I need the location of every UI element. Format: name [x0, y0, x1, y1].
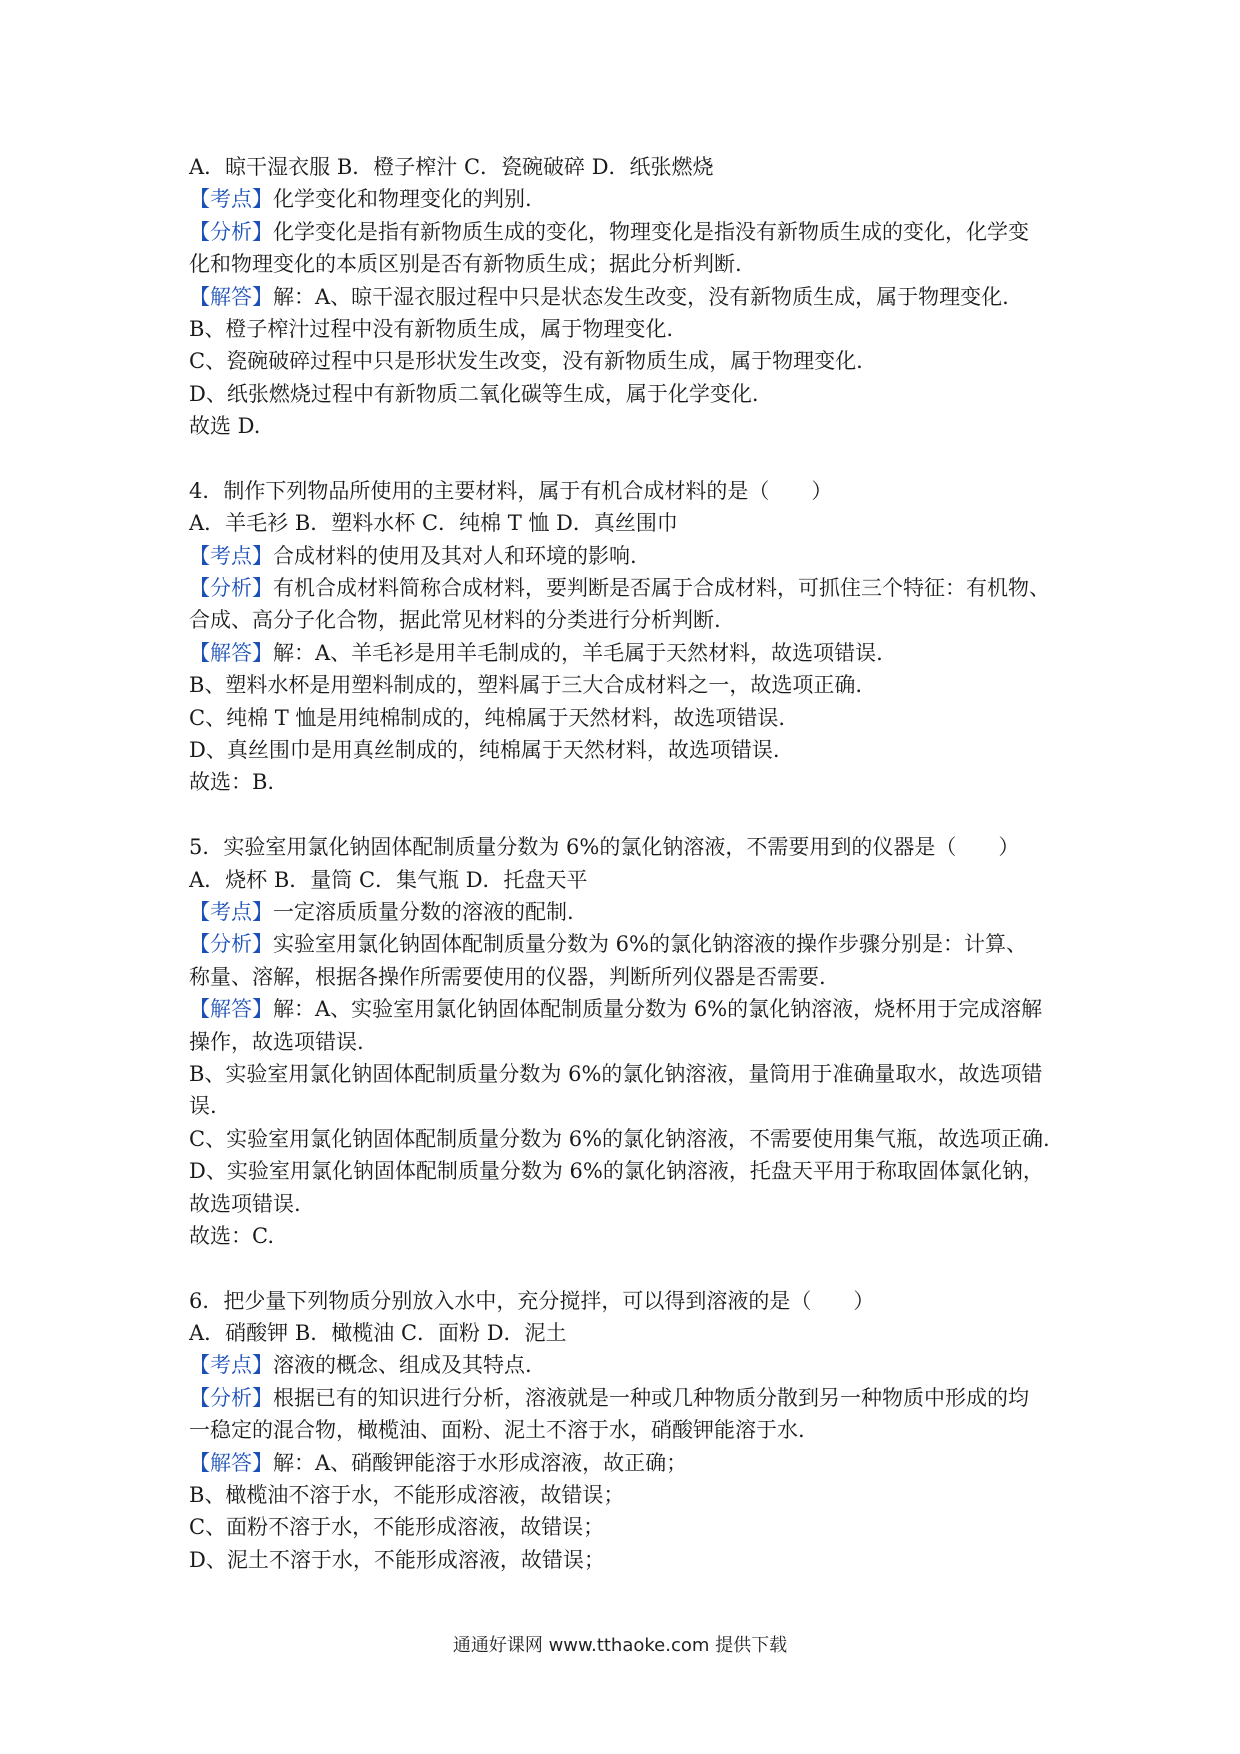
q6-question: 6．把少量下列物质分别放入水中，充分搅拌，可以得到溶液的是（ ）: [189, 1288, 875, 1313]
fenxi-tag: 【分析】: [189, 576, 273, 601]
q4-jieda: [189, 637, 1069, 669]
jieda-tag: 【解答】: [189, 640, 273, 665]
q6-fenxi: [189, 1382, 1069, 1414]
q6-jieda: [189, 1447, 1069, 1479]
q4-jieda-c: C、纯棉 T 恤是用纯棉制成的，纯棉属于天然材料，故选项错误.: [189, 705, 786, 730]
fenxi-tag: 【分析】: [189, 1385, 273, 1410]
q4-kaodian: [189, 540, 1069, 572]
q5-jieda-a-cont: 操作，故选项错误.: [189, 1029, 364, 1054]
q6-fenxi-cont: 一稳定的混合物，橄榄油、面粉、泥土不溶于水，硝酸钾能溶于水.: [189, 1418, 805, 1443]
q4-options: A．羊毛衫 B．塑料水杯 C．纯棉 T 恤 D．真丝围巾: [189, 511, 678, 536]
q5-jieda-d-cont: 故选项错误.: [189, 1191, 301, 1216]
fenxi-tag: 【分析】: [189, 219, 273, 244]
q3-fenxi: [189, 216, 1069, 248]
q3-jieda-b: B、橙子榨汁过程中没有新物质生成，属于物理变化.: [189, 316, 674, 341]
q3-answer: 故选 D.: [189, 414, 261, 439]
q6-fenxi-text: 根据已有的知识进行分析，溶液就是一种或几种物质分散到另一种物质中形成的均: [273, 1385, 1029, 1410]
q4-jieda-text: 解：A、羊毛衫是用羊毛制成的，羊毛属于天然材料，故选项错误.: [273, 640, 883, 665]
q5-question: 5．实验室用氯化钠固体配制质量分数为 6%的氯化钠溶液，不需要用到的仪器是（ ）: [189, 835, 1020, 860]
q5-fenxi-cont: 称量、溶解，根据各操作所需要使用的仪器，判断所列仪器是否需要.: [189, 964, 826, 989]
q3-kaodian: [189, 183, 1069, 215]
q6-kaodian-text: 溶液的概念、组成及其特点.: [273, 1353, 532, 1378]
q5-jieda-d: D、实验室用氯化钠固体配制质量分数为 6%的氯化钠溶液，托盘天平用于称取固体氯化钠，: [189, 1159, 1044, 1184]
spacer: [189, 443, 1069, 475]
q5-jieda-c: C、实验室用氯化钠固体配制质量分数为 6%的氯化钠溶液，不需要使用集气瓶，故选项正确.: [189, 1126, 1050, 1151]
kaodian-tag: 【考点】: [189, 899, 273, 924]
q5-kaodian: [189, 896, 1069, 928]
q5-jieda-b-cont: 误.: [189, 1094, 217, 1119]
q5-options: A．烧杯 B．量筒 C．集气瓶 D．托盘天平: [189, 867, 588, 892]
q3-jieda: [189, 281, 1069, 313]
q3-fenxi-text: 化学变化是指有新物质生成的变化，物理变化是指没有新物质生成的变化，化学变: [273, 219, 1029, 244]
spacer: [189, 799, 1069, 831]
q6-jieda-c: C、面粉不溶于水，不能形成溶液，故错误；: [189, 1515, 605, 1540]
q6-jieda-text: 解：A、硝酸钾能溶于水形成溶液，故正确；: [273, 1450, 688, 1475]
q6-jieda-b: B、橄榄油不溶于水，不能形成溶液，故错误；: [189, 1483, 625, 1508]
page-footer: 通通好课网 www.tthaoke.com 提供下载: [452, 1635, 788, 1656]
q4-fenxi-cont: 合成、高分子化合物，据此常见材料的分类进行分析判断.: [189, 608, 721, 633]
jieda-tag: 【解答】: [189, 1450, 273, 1475]
fenxi-tag: 【分析】: [189, 932, 273, 957]
q5-fenxi-text: 实验室用氯化钠固体配制质量分数为 6%的氯化钠溶液的操作步骤分别是：计算、: [273, 932, 1027, 957]
q4-jieda-d: D、真丝围巾是用真丝制成的，纯棉属于天然材料，故选项错误.: [189, 738, 780, 763]
q5-jieda: [189, 993, 1069, 1025]
q4-answer: 故选：B.: [189, 770, 275, 795]
kaodian-tag: 【考点】: [189, 1353, 273, 1378]
q6-kaodian: [189, 1349, 1069, 1381]
spacer: [189, 1252, 1069, 1284]
jieda-tag: 【解答】: [189, 284, 273, 309]
q5-fenxi: [189, 928, 1069, 960]
kaodian-tag: 【考点】: [189, 187, 273, 212]
q3-jieda-text: 解：A、晾干湿衣服过程中只是状态发生改变，没有新物质生成，属于物理变化.: [273, 284, 1009, 309]
q4-kaodian-text: 合成材料的使用及其对人和环境的影响.: [273, 543, 637, 568]
q4-jieda-b: B、塑料水杯是用塑料制成的，塑料属于三大合成材料之一，故选项正确.: [189, 673, 863, 698]
q5-kaodian-text: 一定溶质质量分数的溶液的配制.: [273, 899, 574, 924]
q3-jieda-d: D、纸张燃烧过程中有新物质二氧化碳等生成，属于化学变化.: [189, 381, 759, 406]
q5-jieda-text: 解：A、实验室用氯化钠固体配制质量分数为 6%的氯化钠溶液，烧杯用于完成溶解: [273, 997, 1043, 1022]
q6-jieda-d: D、泥土不溶于水，不能形成溶液，故错误；: [189, 1547, 605, 1572]
q5-jieda-b: B、实验室用氯化钠固体配制质量分数为 6%的氯化钠溶液，量筒用于准确量取水，故选项错: [189, 1061, 1043, 1086]
q3-kaodian-text: 化学变化和物理变化的判别.: [273, 187, 532, 212]
q3-jieda-c: C、瓷碗破碎过程中只是形状发生改变，没有新物质生成，属于物理变化.: [189, 349, 863, 374]
q4-fenxi: [189, 572, 1069, 604]
q4-fenxi-text: 有机合成材料简称合成材料，要判断是否属于合成材料，可抓住三个特征：有机物、: [273, 576, 1050, 601]
q3-options: A．晾干湿衣服 B．橙子榨汁 C．瓷碗破碎 D．纸张燃烧: [189, 155, 714, 179]
jieda-tag: 【解答】: [189, 997, 273, 1022]
q3-fenxi-cont: 化和物理变化的本质区别是否有新物质生成；据此分析判断.: [189, 252, 742, 277]
q6-options: A．硝酸钾 B．橄榄油 C．面粉 D．泥土: [189, 1321, 567, 1346]
q4-question: 4．制作下列物品所使用的主要材料，属于有机合成材料的是（ ）: [189, 478, 833, 503]
document-body: [189, 151, 1069, 1576]
kaodian-tag: 【考点】: [189, 543, 273, 568]
q5-answer: 故选：C.: [189, 1223, 274, 1248]
